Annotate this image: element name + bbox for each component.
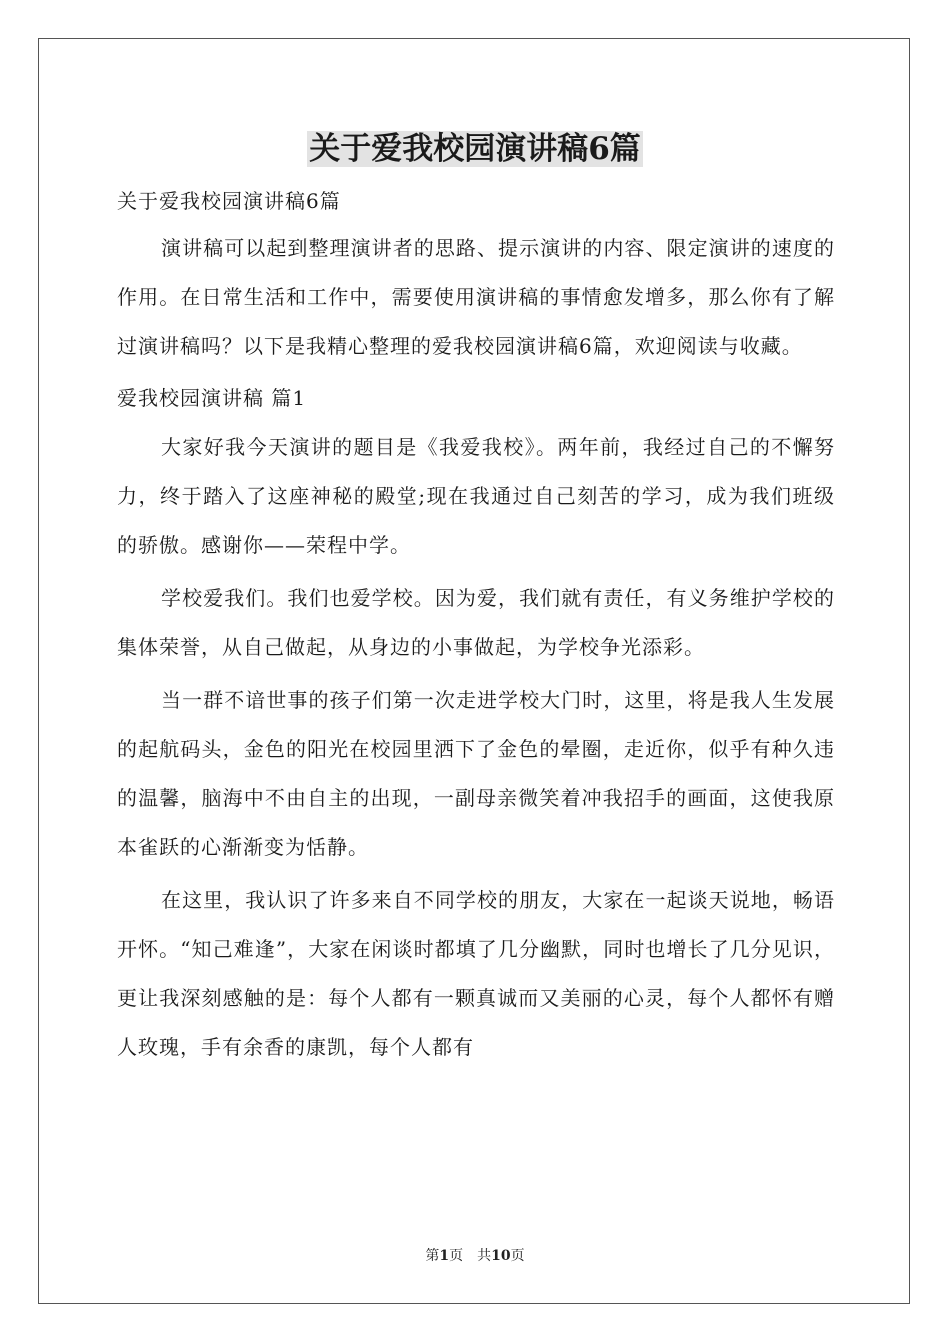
body-paragraph-4: 在这里，我认识了许多来自不同学校的朋友，大家在一起谈天说地，畅语开怀。“知己难逢”，大家在闲谈时都填了几分幽默，同时也增长了几分见识，更让我深刻感触的是：每个人都有一颗真诚而又美丽的心灵，每个人都怀有赠人玫瑰，手有余香的康凯，每个人都有 bbox=[117, 888, 835, 1059]
section-heading: 爱我校园演讲稿 篇1 bbox=[117, 386, 307, 410]
footer-total-pages: 10 bbox=[491, 1248, 511, 1264]
document-title-text: 关于爱我校园演讲稿6篇 bbox=[309, 131, 641, 167]
body-paragraph-2: 学校爱我们。我们也爱学校。因为爱，我们就有责任，有义务维护学校的集体荣誉，从自己做起，从身边的小事做起，为学校争光添彩。 bbox=[117, 586, 835, 659]
footer-current-page: 1 bbox=[439, 1248, 450, 1264]
document-title bbox=[0, 124, 950, 174]
body-paragraph-3: 当一群不谙世事的孩子们第一次走进学校大门时，这里，将是我人生发展的起航码头，金色的阳光在校园里洒下了金色的晕圈，走近你，似乎有种久违的温馨，脑海中不由自主的出现，一副母亲微笑着冲我招手的画面，这使我原本雀跃的心渐渐变为恬静。 bbox=[117, 688, 835, 859]
body-paragraph-1: 大家好我今天演讲的题目是《我爱我校》。两年前，我经过自己的不懈努力，终于踏入了这座神秘的殿堂;现在我通过自己刻苦的学习，成为我们班级的骄傲。感谢你——荣程中学。 bbox=[117, 435, 835, 557]
intro-paragraph: 演讲稿可以起到整理演讲者的思路、提示演讲的内容、限定演讲的速度的作用。在日常生活和工作中，需要使用演讲稿的事情愈发增多，那么你有了解过演讲稿吗？以下是我精心整理的爱我校园演讲稿6篇，欢迎阅读与收藏。 bbox=[117, 236, 835, 358]
page-footer bbox=[0, 1245, 950, 1265]
document-body bbox=[117, 178, 835, 1076]
footer-page-prefix: 第 bbox=[425, 1248, 440, 1264]
footer-page-suffix: 页 bbox=[510, 1248, 525, 1264]
document-subtitle: 关于爱我校园演讲稿6篇 bbox=[117, 189, 341, 213]
footer-page-mid: 页 共 bbox=[449, 1248, 492, 1264]
